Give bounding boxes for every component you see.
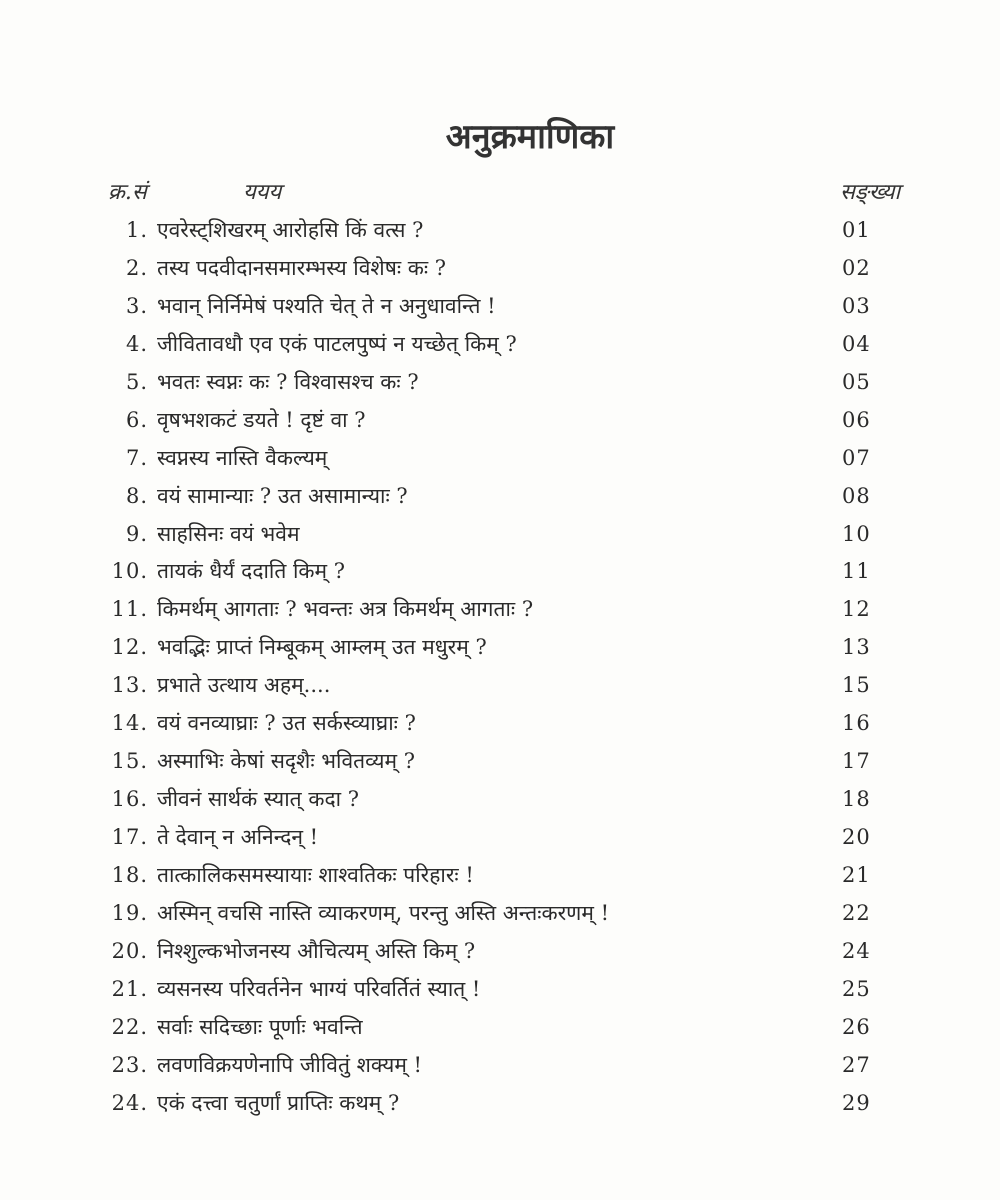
header-subject: ययय	[243, 180, 282, 205]
list-item	[0, 1085, 1000, 1123]
list-item	[0, 667, 1000, 705]
list-item	[0, 250, 1000, 288]
entry-page: 12	[842, 597, 871, 622]
entry-page: 10	[842, 521, 871, 546]
entry-number: 9.	[125, 521, 148, 546]
entry-number: 5.	[125, 369, 148, 394]
entry-number: 10.	[111, 559, 148, 584]
entry-title: अस्माभिः केषां सदृशैः भवितव्यम् ?	[157, 749, 415, 774]
entry-title: सर्वाः सदिच्छाः पूर्णाः भवन्ति	[157, 1014, 363, 1039]
header-serial: क्र.सं	[108, 180, 147, 205]
entry-page: 25	[842, 976, 871, 1001]
entry-title: वृषभशकटं डयते ! दृष्टं वा ?	[157, 407, 366, 432]
entry-title: लवणविक्रयणेनापि जीवितुं शक्यम् !	[157, 1052, 422, 1077]
entry-number: 7.	[125, 445, 148, 470]
entry-number: 15.	[111, 749, 148, 774]
entry-page: 21	[842, 862, 871, 887]
entry-title: जीवितावधौ एव एकं पाटलपुष्पं न यच्छेत् किम् ?	[157, 331, 517, 356]
entry-number: 6.	[125, 407, 148, 432]
entry-number: 13.	[111, 673, 148, 698]
entry-title: साहसिनः वयं भवेम	[157, 521, 300, 546]
entry-number: 11.	[111, 597, 148, 622]
entry-number: 3.	[125, 293, 148, 318]
list-item	[0, 1009, 1000, 1047]
page-title: अनुक्रमाणिका	[445, 117, 615, 157]
entry-page: 11	[842, 559, 871, 584]
list-item	[0, 629, 1000, 667]
contents-list	[0, 212, 1000, 1123]
entry-page: 06	[842, 407, 871, 432]
entry-number: 18.	[111, 862, 148, 887]
list-item	[0, 288, 1000, 326]
entry-number: 16.	[111, 787, 148, 812]
entry-title: तात्कालिकसमस्यायाः शाश्वतिकः परिहारः !	[157, 862, 474, 887]
entry-page: 05	[842, 369, 871, 394]
entry-title: स्वप्नस्य नास्ति वैकल्यम्	[157, 445, 328, 470]
entry-number: 23.	[111, 1052, 148, 1077]
entry-title: ते देवान् न अनिन्दन् !	[157, 825, 319, 849]
entry-page: 26	[842, 1014, 871, 1039]
list-item	[0, 857, 1000, 895]
entry-page: 17	[842, 749, 871, 774]
entry-title: अस्मिन् वचसि नास्ति व्याकरणम्, परन्तु अस्ति अन्तःकरणम् !	[157, 900, 610, 925]
entry-title: एवरेस्ट्शिखरम् आरोहसि किं वत्स ?	[157, 218, 424, 242]
list-item	[0, 591, 1000, 629]
list-item	[0, 705, 1000, 743]
entry-number: 24.	[111, 1090, 148, 1115]
list-item	[0, 212, 1000, 250]
entry-number: 19.	[111, 900, 148, 925]
list-item	[0, 516, 1000, 554]
entry-page: 20	[842, 825, 871, 849]
entry-number: 8.	[125, 483, 148, 508]
entry-page: 24	[842, 938, 871, 963]
entry-title: भवद्भिः प्राप्तं निम्बूकम् आम्लम् उत मधुरम् ?	[157, 635, 487, 660]
entry-title: एकं दत्त्वा चतुर्णां प्राप्तिः कथम् ?	[157, 1090, 400, 1115]
list-item	[0, 1047, 1000, 1085]
entry-title: निश्शुल्कभोजनस्य औचित्यम् अस्ति किम् ?	[157, 938, 476, 963]
entry-title: वयं सामान्याः ? उत असामान्याः ?	[157, 483, 408, 508]
entry-page: 29	[842, 1090, 871, 1115]
header-page: सङ्ख्या	[840, 180, 901, 205]
entry-title: किमर्थम् आगताः ? भवन्तः अत्र किमर्थम् आगताः ?	[157, 597, 534, 622]
entry-number: 4.	[125, 331, 148, 356]
entry-title: भवान् निर्निमेषं पश्यति चेत् ते न अनुधावन्ति !	[157, 293, 496, 318]
list-item	[0, 402, 1000, 440]
entry-page: 04	[842, 331, 871, 356]
entry-title: जीवनं सार्थकं स्यात् कदा ?	[157, 787, 359, 812]
entry-number: 22.	[111, 1014, 148, 1039]
list-item	[0, 440, 1000, 478]
entry-title: प्रभाते उत्थाय अहम्....	[157, 673, 331, 698]
list-item	[0, 326, 1000, 364]
list-item	[0, 971, 1000, 1009]
entry-page: 02	[842, 255, 871, 280]
list-item	[0, 553, 1000, 591]
entry-title: भवतः स्वप्नः कः ? विश्वासश्च कः ?	[157, 369, 419, 394]
entry-page: 18	[842, 787, 871, 812]
entry-number: 17.	[111, 825, 148, 849]
entry-number: 12.	[111, 635, 148, 660]
entry-title: वयं वनव्याघ्राः ? उत सर्कस्व्याघ्राः ?	[157, 711, 416, 736]
entry-page: 07	[842, 445, 871, 470]
entry-number: 2.	[125, 255, 148, 280]
entry-title: व्यसनस्य परिवर्तनेन भाग्यं परिवर्तितं स्यात् !	[157, 976, 481, 1001]
entry-number: 14.	[111, 711, 148, 736]
entry-page: 13	[842, 635, 871, 660]
entry-page: 03	[842, 293, 871, 318]
entry-title: तस्य पदवीदानसमारम्भस्य विशेषः कः ?	[157, 255, 447, 280]
entry-page: 16	[842, 711, 871, 736]
entry-page: 15	[842, 673, 871, 698]
entry-number: 20.	[111, 938, 148, 963]
entry-page: 22	[842, 900, 871, 925]
entry-page: 01	[842, 218, 871, 242]
list-item	[0, 819, 1000, 857]
entry-page: 27	[842, 1052, 871, 1077]
list-item	[0, 933, 1000, 971]
entry-page: 08	[842, 483, 871, 508]
list-item	[0, 364, 1000, 402]
list-item	[0, 781, 1000, 819]
list-item	[0, 478, 1000, 516]
list-item	[0, 743, 1000, 781]
entry-title: तायकं धैर्यं ददाति किम् ?	[157, 559, 346, 584]
entry-number: 21.	[111, 976, 148, 1001]
entry-number: 1.	[125, 218, 148, 242]
list-item	[0, 895, 1000, 933]
